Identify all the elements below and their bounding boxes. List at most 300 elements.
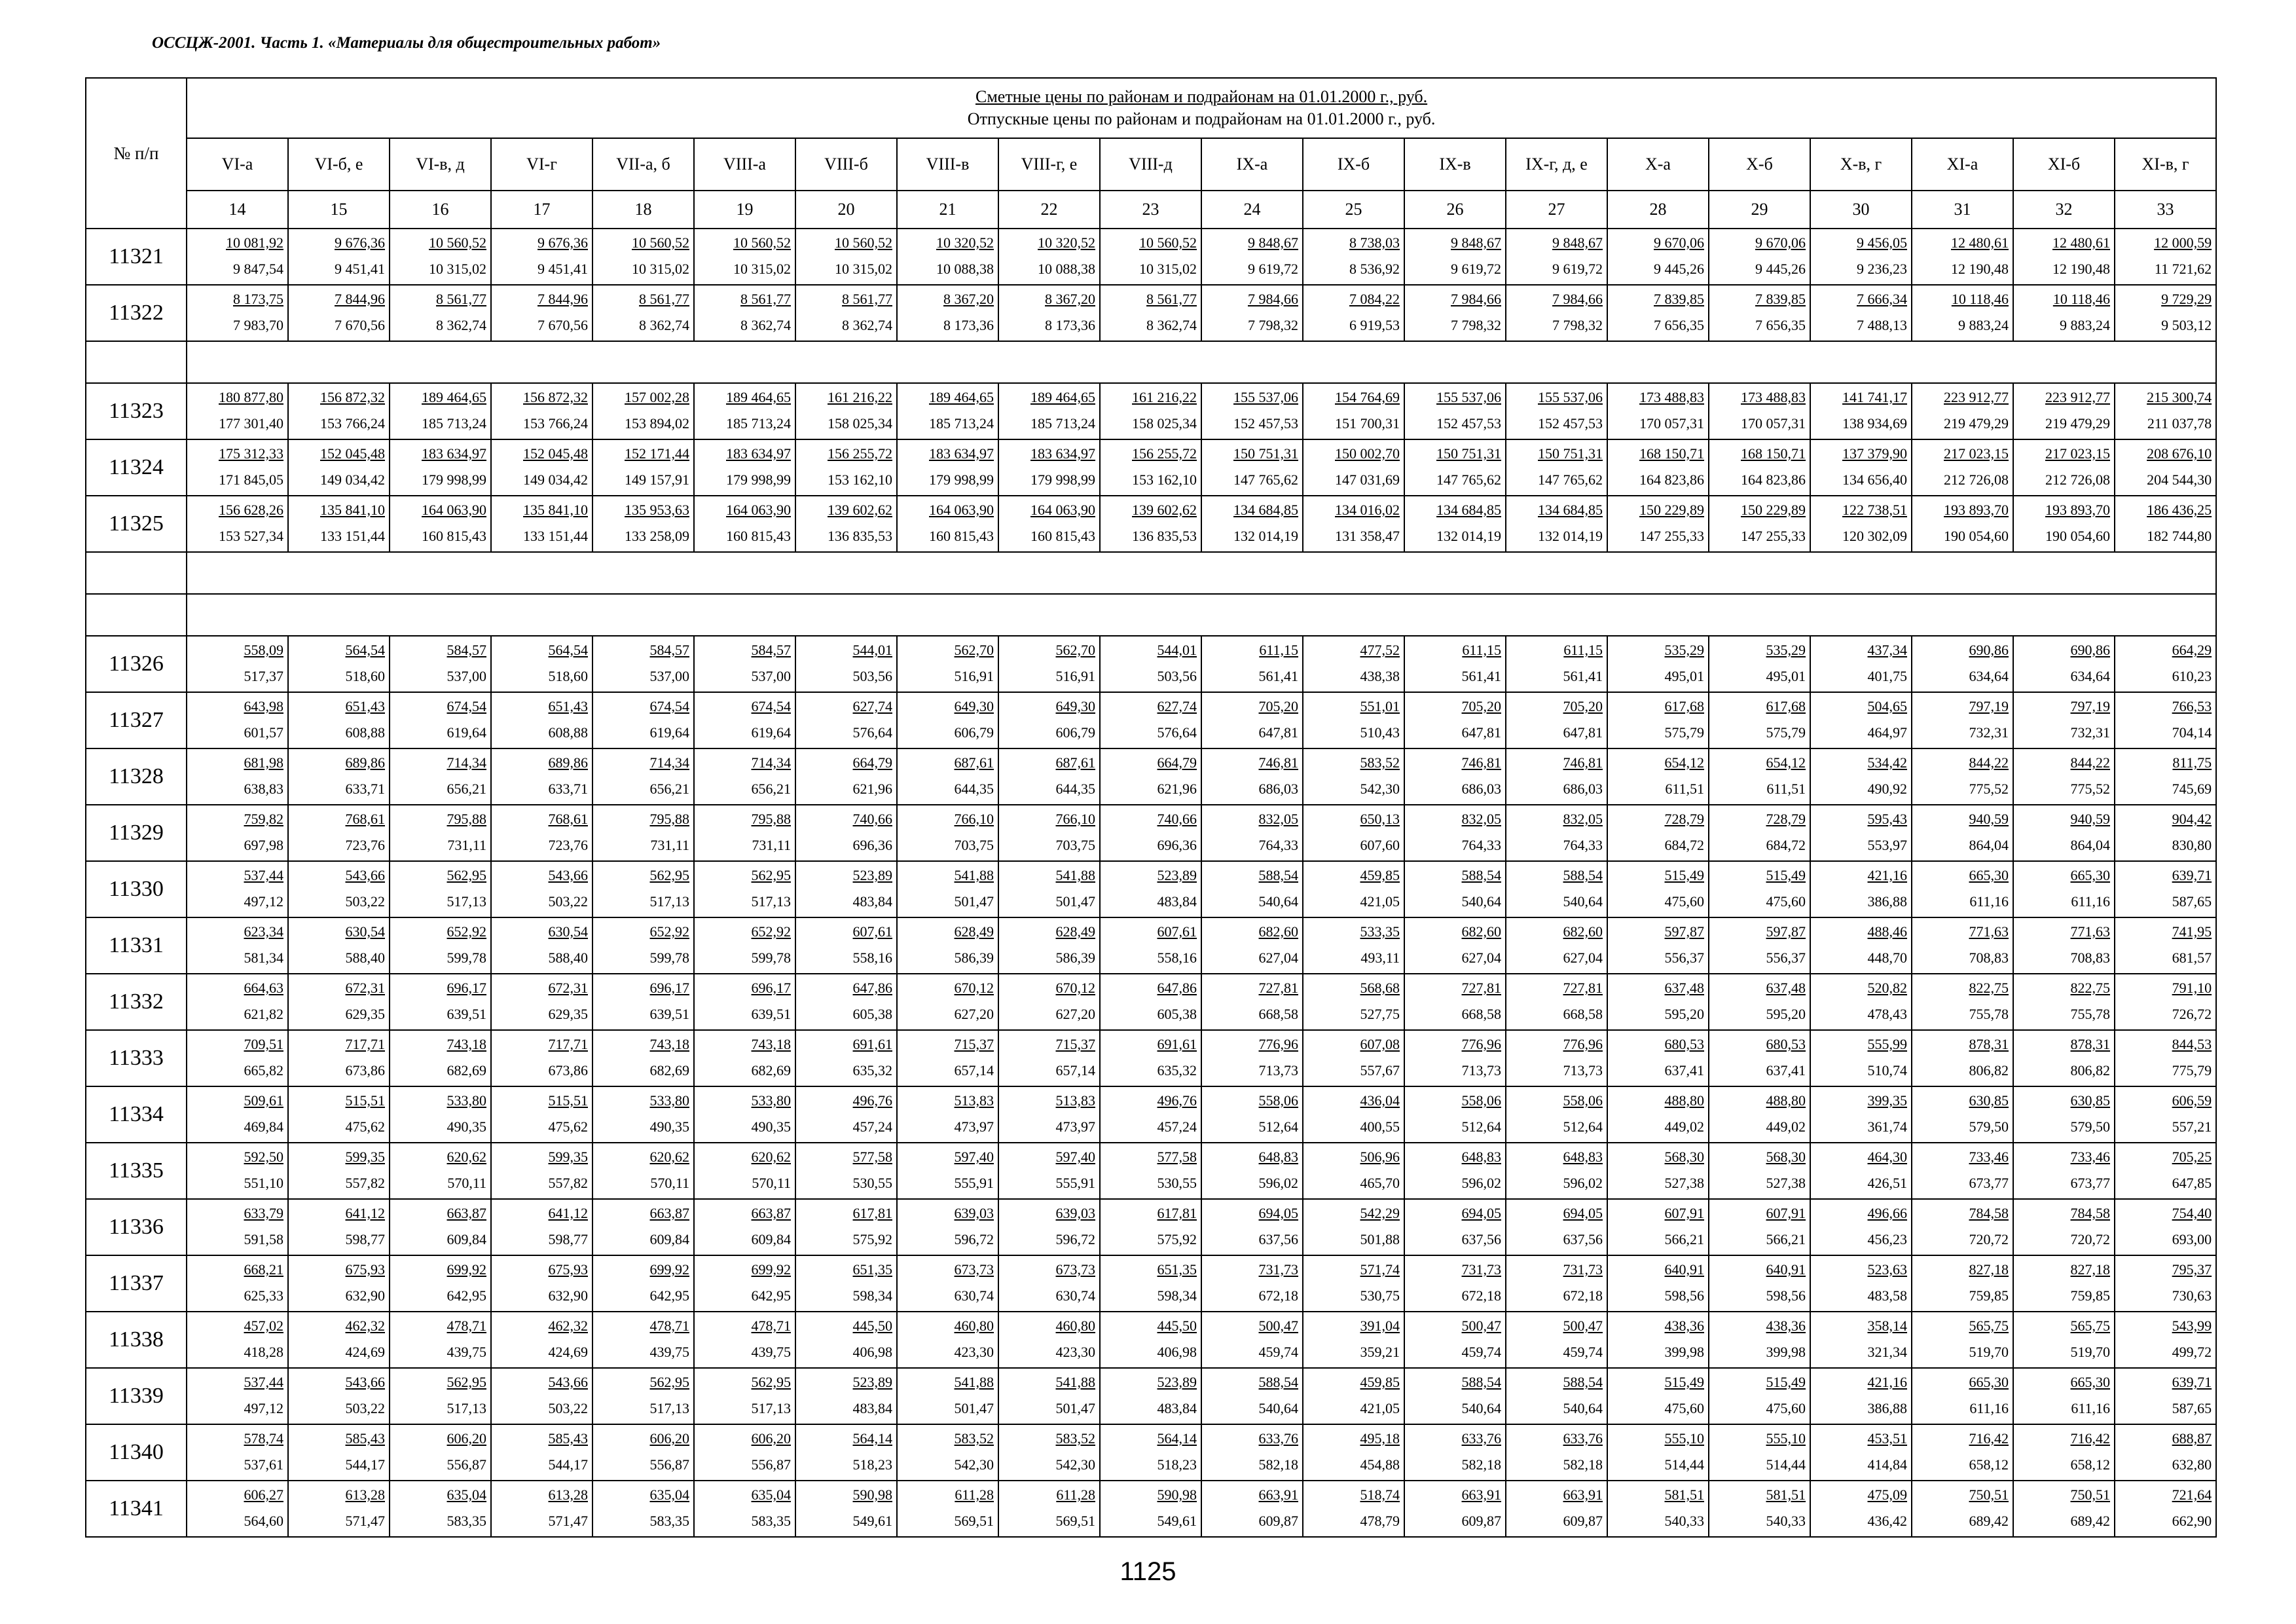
wholesale-price: 483,84: [852, 893, 892, 910]
estimated-price: 822,75: [1969, 980, 2009, 996]
price-cell: [187, 1312, 288, 1368]
wholesale-price: 672,18: [1563, 1287, 1603, 1304]
wholesale-price: 501,47: [954, 1400, 994, 1416]
price-cell: [795, 805, 897, 861]
estimated-price: 717,71: [345, 1036, 385, 1052]
estimated-price: 844,53: [2172, 1036, 2212, 1052]
price-cell: [1100, 805, 1201, 861]
wholesale-price: 10 088,38: [1038, 261, 1095, 277]
estimated-price: 193 893,70: [1944, 502, 2009, 518]
column-number: 30: [1810, 191, 1912, 229]
estimated-price: 633,79: [244, 1205, 283, 1221]
estimated-price: 673,73: [954, 1261, 994, 1278]
wholesale-price: 625,33: [244, 1287, 283, 1304]
wholesale-price: 642,95: [649, 1287, 689, 1304]
item-code: 11338: [86, 1312, 187, 1368]
wholesale-price: 556,87: [446, 1456, 486, 1473]
wholesale-price: 499,72: [2172, 1344, 2212, 1360]
wholesale-price: 764,33: [1563, 837, 1603, 853]
price-cell: [592, 1086, 694, 1143]
price-cell: [694, 1143, 795, 1199]
price-cell: [2115, 974, 2216, 1030]
wholesale-price: 478,43: [1867, 1006, 1907, 1022]
price-cell: [1709, 1143, 1810, 1199]
estimated-price: 635,04: [446, 1486, 486, 1503]
estimated-price: 672,31: [345, 980, 385, 996]
price-cell: [1607, 1030, 1709, 1086]
wholesale-price: 591,58: [244, 1231, 283, 1247]
estimated-price: 639,03: [954, 1205, 994, 1221]
wholesale-price: 158 025,34: [828, 415, 892, 432]
estimated-price: 150 751,31: [1233, 445, 1298, 462]
table-caption: [187, 78, 2216, 138]
estimated-price: 555,10: [1766, 1430, 1806, 1447]
estimated-price: 544,01: [852, 642, 892, 658]
price-cell: [1709, 861, 1810, 917]
item-code: 11326: [86, 636, 187, 692]
estimated-price: 533,80: [446, 1092, 486, 1109]
estimated-price: 533,80: [649, 1092, 689, 1109]
wholesale-price: 583,35: [751, 1513, 791, 1529]
wholesale-price: 642,95: [446, 1287, 486, 1304]
wholesale-price: 564,60: [244, 1513, 283, 1529]
estimated-price: 696,17: [446, 980, 486, 996]
wholesale-price: 557,67: [1360, 1062, 1400, 1079]
price-cell: [390, 692, 491, 748]
price-cell: [1810, 1086, 1912, 1143]
wholesale-price: 668,58: [1461, 1006, 1501, 1022]
price-cell: [694, 917, 795, 974]
region-header: X-а: [1607, 138, 1709, 191]
estimated-price: 10 118,46: [2052, 291, 2110, 307]
price-cell: [1100, 917, 1201, 974]
wholesale-price: 8 536,92: [1349, 261, 1400, 277]
price-cell: [288, 1143, 390, 1199]
price-cell: [795, 383, 897, 439]
table-row: [86, 285, 2216, 341]
price-cell: [897, 439, 998, 496]
estimated-price: 611,15: [1462, 642, 1501, 658]
num-header: № п/п: [86, 78, 187, 229]
estimated-price: 217 023,15: [2045, 445, 2110, 462]
estimated-price: 10 118,46: [1951, 291, 2009, 307]
estimated-price: 500,47: [1461, 1318, 1501, 1334]
estimated-price: 533,80: [751, 1092, 791, 1109]
estimated-price: 518,74: [1360, 1486, 1400, 1503]
estimated-price: 558,06: [1258, 1092, 1298, 1109]
estimated-price: 690,86: [1969, 642, 2009, 658]
estimated-price: 731,73: [1258, 1261, 1298, 1278]
wholesale-price: 8 362,74: [639, 317, 689, 333]
wholesale-price: 133 151,44: [523, 528, 588, 544]
price-cell: [2115, 285, 2216, 341]
estimated-price: 663,87: [649, 1205, 689, 1221]
price-cell: [1100, 1030, 1201, 1086]
price-cell: [491, 1424, 592, 1481]
estimated-price: 154 764,69: [1335, 389, 1400, 405]
price-cell: [1912, 805, 2013, 861]
wholesale-price: 764,33: [1461, 837, 1501, 853]
estimated-price: 599,35: [548, 1149, 588, 1165]
wholesale-price: 673,77: [2070, 1175, 2110, 1191]
price-cell: [1506, 1030, 1607, 1086]
price-cell: [2115, 861, 2216, 917]
estimated-price: 639,03: [1055, 1205, 1095, 1221]
estimated-price: 453,51: [1867, 1430, 1907, 1447]
wholesale-price: 596,72: [954, 1231, 994, 1247]
wholesale-price: 10 315,02: [733, 261, 791, 277]
wholesale-price: 558,16: [1157, 950, 1197, 966]
estimated-price: 709,51: [244, 1036, 283, 1052]
wholesale-price: 647,81: [1258, 724, 1298, 741]
column-number: 15: [288, 191, 390, 229]
price-cell: [491, 285, 592, 341]
price-cell: [1303, 974, 1404, 1030]
estimated-price: 652,92: [649, 923, 689, 940]
price-cell: [1506, 1312, 1607, 1368]
wholesale-price: 185 713,24: [726, 415, 791, 432]
estimated-price: 664,63: [244, 980, 283, 996]
wholesale-price: 611,16: [2071, 893, 2110, 910]
price-cell: [897, 1086, 998, 1143]
item-code: 11330: [86, 861, 187, 917]
item-code: 11331: [86, 917, 187, 974]
wholesale-price: 599,78: [649, 950, 689, 966]
wholesale-price: 619,64: [446, 724, 486, 741]
wholesale-price: 596,02: [1258, 1175, 1298, 1191]
wholesale-price: 638,83: [244, 781, 283, 797]
wholesale-price: 540,64: [1563, 893, 1603, 910]
price-cell: [1201, 1368, 1303, 1424]
wholesale-price: 10 315,02: [429, 261, 486, 277]
price-cell: [1709, 1368, 1810, 1424]
price-cell: [1506, 1368, 1607, 1424]
estimated-price: 555,99: [1867, 1036, 1907, 1052]
price-cell: [1506, 692, 1607, 748]
price-cell: [491, 1143, 592, 1199]
price-cell: [1404, 383, 1506, 439]
estimated-price: 523,89: [1157, 867, 1197, 883]
wholesale-price: 864,04: [1969, 837, 2009, 853]
estimated-price: 811,75: [2172, 754, 2212, 771]
price-cell: [1709, 917, 1810, 974]
column-number: 20: [795, 191, 897, 229]
estimated-price: 478,71: [446, 1318, 486, 1334]
price-cell: [390, 1368, 491, 1424]
wholesale-price: 549,61: [1157, 1513, 1197, 1529]
price-cell: [998, 1255, 1100, 1312]
wholesale-price: 185 713,24: [929, 415, 994, 432]
price-cell: [1709, 285, 1810, 341]
price-cell: [897, 917, 998, 974]
estimated-price: 578,74: [244, 1430, 283, 1447]
estimated-price: 716,42: [1969, 1430, 2009, 1447]
wholesale-price: 9 847,54: [233, 261, 283, 277]
wholesale-price: 595,20: [1766, 1006, 1806, 1022]
estimated-price: 599,35: [345, 1149, 385, 1165]
estimated-price: 630,54: [548, 923, 588, 940]
wholesale-price: 569,51: [954, 1513, 994, 1529]
wholesale-price: 632,80: [2172, 1456, 2212, 1473]
price-cell: [1912, 1424, 2013, 1481]
estimated-price: 617,81: [852, 1205, 892, 1221]
estimated-price: 577,58: [852, 1149, 892, 1165]
wholesale-price: 775,79: [2172, 1062, 2212, 1079]
item-code: 11327: [86, 692, 187, 748]
wholesale-price: 475,60: [1664, 1400, 1704, 1416]
wholesale-price: 153 527,34: [219, 528, 283, 544]
price-cell: [2115, 1030, 2216, 1086]
price-cell: [2013, 1255, 2115, 1312]
price-cell: [694, 805, 795, 861]
price-cell: [2115, 1086, 2216, 1143]
blank-cell: [86, 552, 187, 594]
price-cell: [795, 439, 897, 496]
estimated-price: 623,34: [244, 923, 283, 940]
wholesale-price: 478,79: [1360, 1513, 1400, 1529]
price-cell: [998, 496, 1100, 552]
estimated-price: 878,31: [2070, 1036, 2110, 1052]
price-cell: [1810, 1312, 1912, 1368]
price-cell: [592, 748, 694, 805]
price-cell: [390, 1199, 491, 1255]
price-cell: [998, 805, 1100, 861]
price-cell: [1201, 439, 1303, 496]
wholesale-price: 556,37: [1664, 950, 1704, 966]
estimated-price: 189 464,65: [929, 389, 994, 405]
wholesale-price: 610,23: [2172, 668, 2212, 684]
estimated-price: 795,88: [751, 811, 791, 827]
column-number: 24: [1201, 191, 1303, 229]
wholesale-price: 583,35: [446, 1513, 486, 1529]
price-cell: [491, 229, 592, 285]
wholesale-price: 177 301,40: [219, 415, 283, 432]
wholesale-price: 637,56: [1461, 1231, 1501, 1247]
price-cell: [1709, 1255, 1810, 1312]
price-cell: [1404, 748, 1506, 805]
price-cell: [390, 861, 491, 917]
estimated-price: 189 464,65: [422, 389, 486, 405]
wholesale-price: 9 619,72: [1451, 261, 1501, 277]
estimated-price: 797,19: [1969, 698, 2009, 714]
wholesale-price: 588,40: [548, 950, 588, 966]
price-cell: [2115, 1255, 2216, 1312]
price-cell: [1709, 1424, 1810, 1481]
estimated-price: 564,54: [345, 642, 385, 658]
region-header: VIII-в: [897, 138, 998, 191]
wholesale-price: 7 656,35: [1654, 317, 1704, 333]
wholesale-price: 540,64: [1563, 1400, 1603, 1416]
estimated-price: 9 670,06: [1654, 234, 1704, 251]
price-cell: [390, 496, 491, 552]
wholesale-price: 132 014,19: [1233, 528, 1298, 544]
estimated-price: 478,71: [649, 1318, 689, 1334]
estimated-price: 633,76: [1258, 1430, 1298, 1447]
estimated-price: 137 379,90: [1842, 445, 1907, 462]
estimated-price: 156 872,32: [523, 389, 588, 405]
price-cell: [1506, 1199, 1607, 1255]
estimated-price: 168 150,71: [1639, 445, 1704, 462]
wholesale-price: 7 670,56: [538, 317, 588, 333]
estimated-price: 743,18: [446, 1036, 486, 1052]
price-cell: [2013, 805, 2115, 861]
wholesale-price: 449,02: [1766, 1118, 1806, 1135]
price-cell: [1100, 496, 1201, 552]
price-cell: [390, 383, 491, 439]
price-cell: [491, 974, 592, 1030]
estimated-price: 150 002,70: [1335, 445, 1400, 462]
price-cell: [1100, 1481, 1201, 1537]
estimated-price: 746,81: [1258, 754, 1298, 771]
price-cell: [694, 1312, 795, 1368]
wholesale-price: 11 721,62: [2154, 261, 2212, 277]
column-number: 33: [2115, 191, 2216, 229]
estimated-price: 822,75: [2070, 980, 2110, 996]
price-cell: [1506, 229, 1607, 285]
estimated-price: 768,61: [548, 811, 588, 827]
estimated-price: 665,30: [1969, 1374, 2009, 1390]
estimated-price: 652,92: [446, 923, 486, 940]
wholesale-price: 656,21: [751, 781, 791, 797]
wholesale-price: 540,33: [1766, 1513, 1806, 1529]
item-code: 11339: [86, 1368, 187, 1424]
price-cell: [1912, 1143, 2013, 1199]
price-cell: [1506, 1424, 1607, 1481]
price-cell: [1303, 1481, 1404, 1537]
price-cell: [1912, 1481, 2013, 1537]
estimated-price: 475,09: [1867, 1486, 1907, 1503]
wholesale-price: 561,41: [1258, 668, 1298, 684]
price-cell: [2115, 1424, 2216, 1481]
wholesale-price: 517,13: [649, 1400, 689, 1416]
price-cell: [187, 285, 288, 341]
table-row: [86, 383, 2216, 439]
price-cell: [1201, 1143, 1303, 1199]
item-code: 11322: [86, 285, 187, 341]
wholesale-price: 152 457,53: [1233, 415, 1298, 432]
wholesale-price: 436,42: [1867, 1513, 1907, 1529]
estimated-price: 523,89: [852, 1374, 892, 1390]
estimated-price: 562,95: [751, 1374, 791, 1390]
wholesale-price: 518,23: [852, 1456, 892, 1473]
price-cell: [1709, 805, 1810, 861]
price-cell: [1303, 1143, 1404, 1199]
estimated-price: 776,96: [1461, 1036, 1501, 1052]
estimated-price: 606,20: [649, 1430, 689, 1447]
estimated-price: 7 839,85: [1755, 291, 1806, 307]
estimated-price: 9 456,05: [1857, 234, 1907, 251]
wholesale-price: 179 998,99: [1030, 471, 1095, 488]
wholesale-price: 7 798,32: [1552, 317, 1603, 333]
estimated-price: 541,88: [1055, 1374, 1095, 1390]
estimated-price: 630,85: [2070, 1092, 2110, 1109]
price-cell: [1201, 805, 1303, 861]
estimated-price: 675,93: [345, 1261, 385, 1278]
estimated-price: 699,92: [751, 1261, 791, 1278]
estimated-price: 630,85: [1969, 1092, 2009, 1109]
estimated-price: 620,62: [446, 1149, 486, 1165]
wholesale-price: 151 700,31: [1335, 415, 1400, 432]
wholesale-price: 682,69: [446, 1062, 486, 1079]
item-code: 11332: [86, 974, 187, 1030]
estimated-price: 664,79: [1157, 754, 1197, 771]
wholesale-price: 704,14: [2172, 724, 2212, 741]
region-header: XI-а: [1912, 138, 2013, 191]
price-cell: [288, 1030, 390, 1086]
price-cell: [795, 861, 897, 917]
estimated-price: 795,37: [2172, 1261, 2212, 1278]
price-cell: [1607, 1368, 1709, 1424]
region-header: VIII-г, е: [998, 138, 1100, 191]
estimated-price: 740,66: [1157, 811, 1197, 827]
price-cell: [288, 1368, 390, 1424]
price-cell: [1709, 1199, 1810, 1255]
wholesale-price: 566,21: [1766, 1231, 1806, 1247]
wholesale-price: 634,64: [1969, 668, 2009, 684]
estimated-price: 183 634,97: [422, 445, 486, 462]
price-cell: [2013, 1086, 2115, 1143]
column-number: 31: [1912, 191, 2013, 229]
estimated-price: 217 023,15: [1944, 445, 2009, 462]
estimated-price: 9 848,67: [1552, 234, 1603, 251]
wholesale-price: 639,51: [446, 1006, 486, 1022]
wholesale-price: 439,75: [649, 1344, 689, 1360]
wholesale-price: 7 488,13: [1857, 317, 1907, 333]
estimated-price: 12 480,61: [2052, 234, 2110, 251]
price-cell: [694, 861, 795, 917]
price-cell: [592, 383, 694, 439]
price-cell: [288, 692, 390, 748]
estimated-price: 694,05: [1461, 1205, 1501, 1221]
price-cell: [288, 748, 390, 805]
price-cell: [2013, 974, 2115, 1030]
wholesale-price: 582,18: [1258, 1456, 1298, 1473]
wholesale-price: 516,91: [1055, 668, 1095, 684]
wholesale-price: 7 670,56: [335, 317, 385, 333]
caption-line-estimated: Сметные цены по районам и подрайонам на 01.01.2000 г., руб.: [975, 87, 1428, 106]
estimated-price: 193 893,70: [2045, 502, 2110, 518]
estimated-price: 627,74: [1157, 698, 1197, 714]
price-cell: [1303, 1255, 1404, 1312]
price-cell: [491, 1312, 592, 1368]
price-cell: [592, 1199, 694, 1255]
estimated-price: 141 741,17: [1842, 389, 1907, 405]
price-cell: [390, 1424, 491, 1481]
price-cell: [1100, 1143, 1201, 1199]
wholesale-price: 570,11: [650, 1175, 689, 1191]
estimated-price: 161 216,22: [828, 389, 892, 405]
wholesale-price: 579,50: [1969, 1118, 2009, 1135]
estimated-price: 543,66: [345, 867, 385, 883]
price-cell: [1404, 285, 1506, 341]
wholesale-price: 490,35: [446, 1118, 486, 1135]
price-cell: [187, 1199, 288, 1255]
wholesale-price: 540,64: [1258, 893, 1298, 910]
wholesale-price: 512,64: [1258, 1118, 1298, 1135]
estimated-price: 640,91: [1766, 1261, 1806, 1278]
estimated-price: 628,49: [1055, 923, 1095, 940]
estimated-price: 696,17: [751, 980, 791, 996]
estimated-price: 134 684,85: [1233, 502, 1298, 518]
estimated-price: 716,42: [2070, 1430, 2110, 1447]
estimated-price: 663,91: [1258, 1486, 1298, 1503]
estimated-price: 832,05: [1461, 811, 1501, 827]
wholesale-price: 456,23: [1867, 1231, 1907, 1247]
estimated-price: 562,95: [446, 1374, 486, 1390]
price-cell: [1810, 917, 1912, 974]
price-cell: [694, 1424, 795, 1481]
wholesale-price: 516,91: [954, 668, 994, 684]
